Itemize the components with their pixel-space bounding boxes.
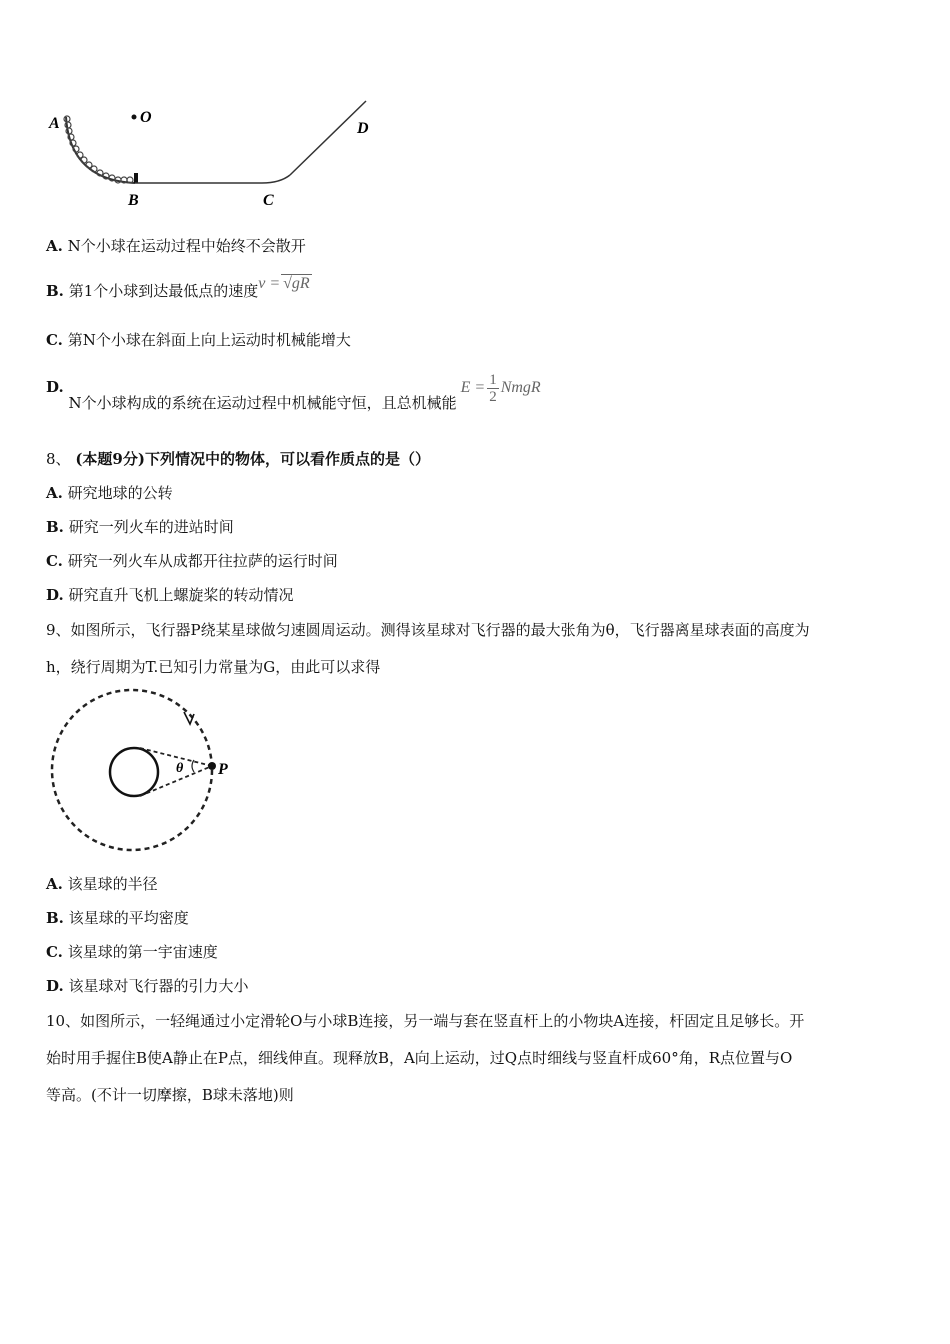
q7-option-d	[46, 372, 541, 413]
option-letter: C.	[46, 943, 63, 961]
planet-circle	[110, 748, 158, 796]
q9-stem-line2: h，绕行周期为T.已知引力常量为G，由此可以求得	[46, 658, 381, 676]
q9-option-a	[46, 873, 158, 894]
point-o	[132, 115, 137, 120]
option-text: N个小球在运动过程中始终不会散开	[67, 237, 306, 255]
option-text: 研究地球的公转	[67, 484, 173, 502]
label-o: O	[140, 109, 152, 126]
q9-option-c	[46, 941, 218, 962]
label-p: P	[218, 761, 228, 778]
option-letter: C.	[46, 331, 63, 349]
q10-line2: 始时用手握住B使A静止在P点，细线伸直。现释放B，A向上运动，过Q点时细线与竖直杆成60°角，R点位置与O	[46, 1049, 793, 1067]
option-letter: D.	[46, 586, 64, 604]
option-letter: D.	[46, 378, 64, 397]
formula-energy: E = $\frac{1}{2}$ NmgR	[460, 372, 541, 405]
orbit-direction-arrow	[184, 712, 194, 724]
spacecraft-p	[208, 762, 216, 770]
angle-arc	[192, 760, 194, 772]
option-text: 研究直升飞机上螺旋桨的转动情况	[68, 586, 294, 604]
option-text: 研究一列火车的进站时间	[68, 518, 234, 536]
option-letter: D.	[46, 977, 64, 995]
q7-option-a	[46, 235, 306, 256]
q8-stem	[46, 448, 430, 469]
q8-option-a	[46, 482, 173, 503]
option-letter: B.	[46, 282, 64, 300]
q7-option-b	[46, 275, 312, 301]
option-letter: A.	[46, 237, 63, 255]
q8-option-d	[46, 584, 294, 605]
option-letter: C.	[46, 552, 63, 570]
curve-c	[262, 175, 290, 183]
option-text: 第N个小球在斜面上向上运动时机械能增大	[67, 331, 351, 349]
question-number: 8、	[46, 450, 71, 468]
q9-stem-line1: 9、如图所示，飞行器P绕某星球做匀速圆周运动。测得该星球对飞行器的最大张角为θ，飞行器离星球表面的高度为	[46, 621, 810, 639]
q8-option-c	[46, 550, 338, 571]
label-a: A	[49, 115, 60, 132]
question-stem: (本题9分)下列情况中的物体，可以看作质点的是（）	[75, 450, 430, 468]
label-c: C	[263, 192, 274, 209]
option-text: 该星球对飞行器的引力大小	[68, 977, 249, 995]
stopper-b	[134, 173, 138, 183]
q9-option-d	[46, 975, 249, 996]
option-text: 该星球的平均密度	[68, 909, 189, 927]
option-text: 第1个小球到达最低点的速度	[68, 282, 259, 300]
q10-line3: 等高。(不计一切摩擦，B球未落地)则	[46, 1086, 294, 1104]
arc-track	[66, 117, 135, 183]
q7-option-c	[46, 329, 351, 350]
option-text: 该星球的第一宇宙速度	[67, 943, 218, 961]
option-letter: A.	[46, 875, 63, 893]
q8-option-b	[46, 516, 234, 537]
label-theta: θ	[176, 761, 184, 776]
orbit-circle	[52, 690, 212, 850]
label-d: D	[357, 120, 369, 137]
option-text: 研究一列火车从成都开往拉萨的运行时间	[67, 552, 338, 570]
option-text: 该星球的半径	[67, 875, 158, 893]
option-letter: A.	[46, 484, 63, 502]
slope-track	[290, 101, 366, 175]
option-letter: B.	[46, 518, 64, 536]
option-text: N个小球构成的系统在运动过程中机械能守恒，且总机械能	[68, 394, 457, 413]
orbit-figure	[44, 688, 244, 858]
q9-option-b	[46, 907, 189, 928]
label-b: B	[128, 192, 139, 209]
formula-velocity: v = √gR	[258, 275, 310, 292]
option-letter: B.	[46, 909, 64, 927]
track-figure	[40, 95, 380, 215]
q10-line1: 10、如图所示，一轻绳通过小定滑轮O与小球B连接，另一端与套在竖直杆上的小物块A连接，杆固定且足够长。开	[46, 1012, 805, 1030]
